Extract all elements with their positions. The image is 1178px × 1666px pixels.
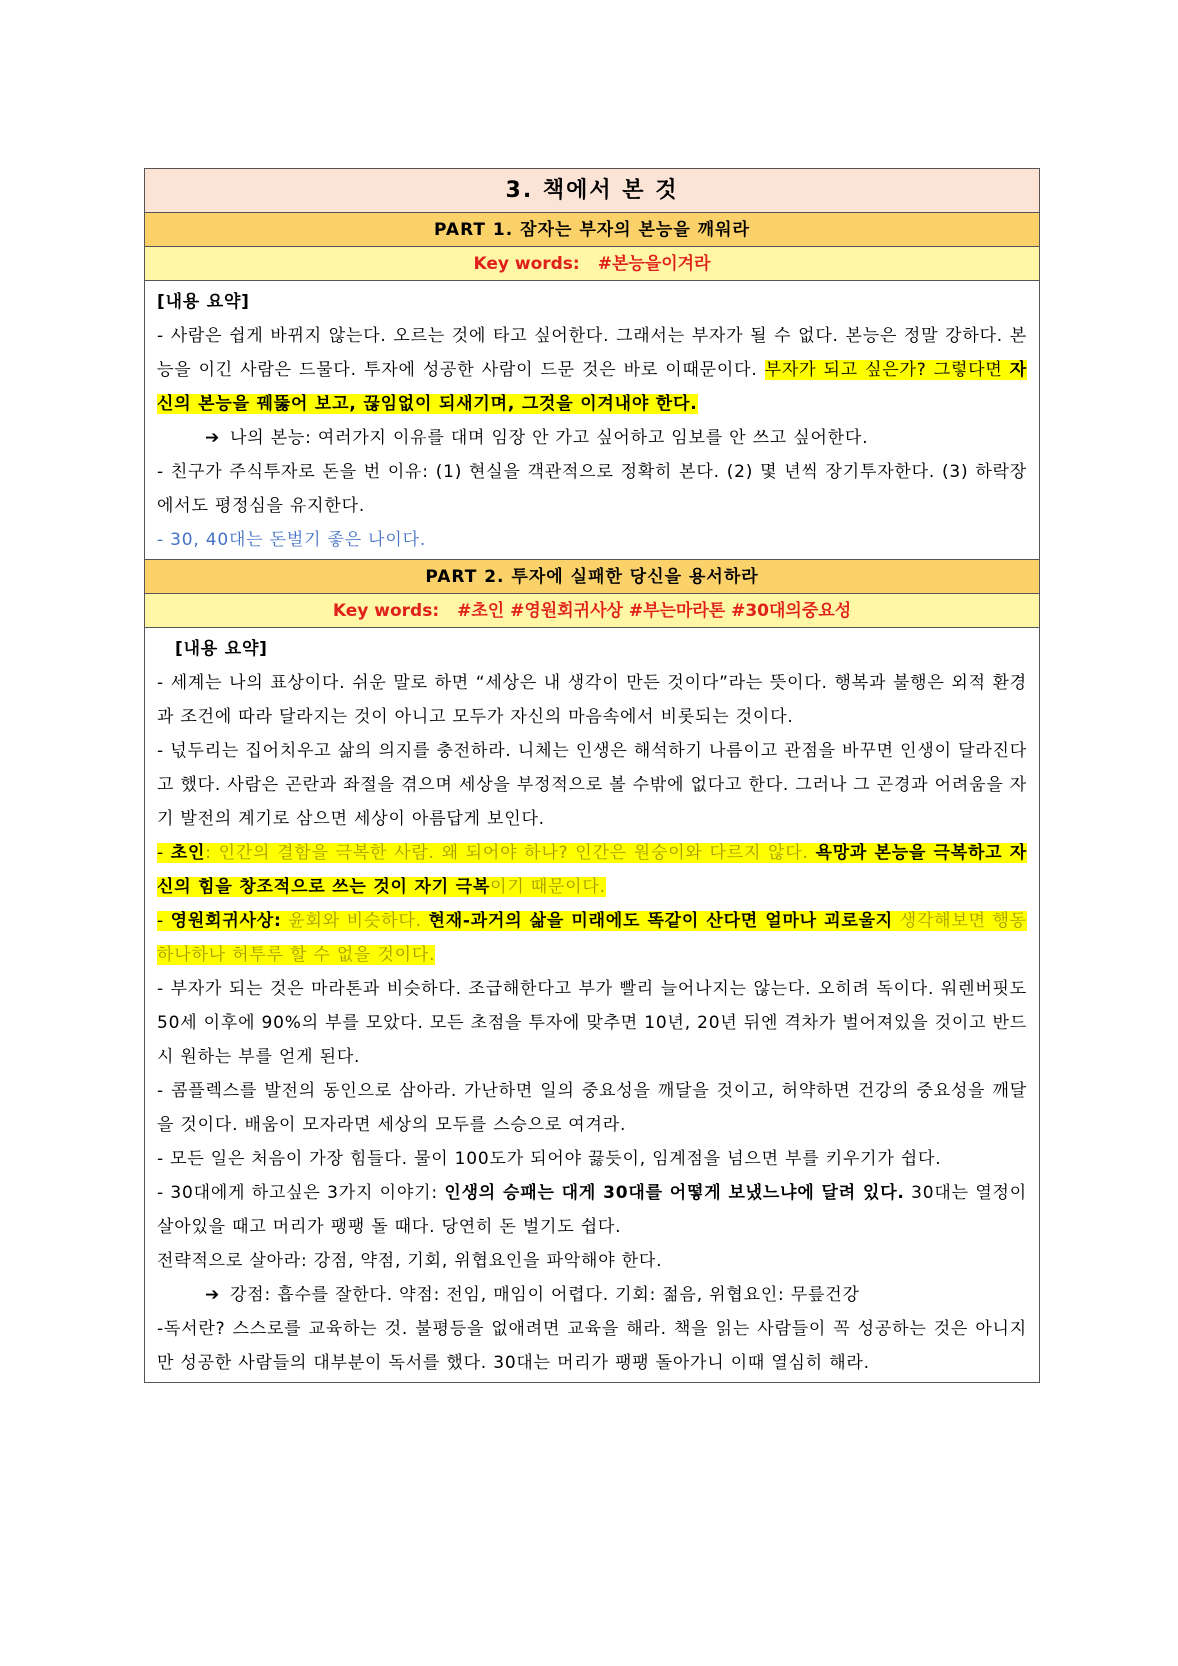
part1-content	[145, 281, 1039, 560]
part2-p3-tail: 이기 때문이다.	[490, 877, 606, 897]
part1-paragraph-3: - 친구가 주식투자로 돈을 번 이유: (1) 현실을 객관적으로 정확히 본다. (2) 몇 년씩 장기투자한다. (3) 하락장에서도 평정심을 유지한다.	[157, 462, 1027, 516]
part2-p8-bold: 인생의 승패는 대게 30대를 어떻게 보냈느냐에 달려 있다.	[444, 1183, 905, 1203]
part2-paragraph-1: - 세계는 나의 표상이다. 쉬운 말로 하면 “세상은 내 생각이 만든 것이다”라는 뜻이다. 행복과 불행은 외적 환경과 조건에 따라 달라지는 것이 아니고 모두가 자신의 마음속에서 비롯되는 것이다.	[157, 673, 1027, 727]
part2-p4-highlight	[157, 911, 1027, 965]
part2-p8-tail: 30대는 열정이 살아있을 때고 머리가 팽팽 돌 때다. 당연히 돈 벌기도 쉽다.	[157, 1183, 1027, 1237]
part2-p3-desc: : 인간의 결함을 극복한 사람. 왜 되어야 하나?	[205, 843, 576, 863]
part2-paragraph-3	[157, 836, 1027, 904]
part2-p3-highlight	[157, 843, 1027, 897]
part2-p4-olive: 생각해보면 행동 하나하나 허투루 할 수 없을 것이다.	[157, 911, 1028, 965]
part2-paragraph-4	[157, 904, 1027, 972]
part2-paragraph-9: 전략적으로 살아라: 강점, 약점, 기회, 위협요인을 파악해야 한다.	[157, 1251, 663, 1271]
part2-p4-term: 영원회귀사상:	[170, 911, 282, 931]
part2-keywords	[145, 594, 1039, 628]
part2-paragraph-10	[157, 1278, 1027, 1312]
book-notes-table	[144, 168, 1040, 1383]
part1-paragraph-2	[157, 421, 1027, 455]
part2-p3-olive: 인간은 원숭이와 다르지 않다.	[575, 843, 816, 863]
part2-p3-bold: 욕망과 본능을 극복하고 자신의 힘을 창조적으로 쓰는 것이 자기 극복	[157, 843, 1027, 897]
part1-p1-hl-text: 부자가 되고 싶은가? 그렇다면	[764, 360, 1010, 380]
part2-p3-dash: -	[157, 843, 171, 863]
part2-content	[145, 628, 1039, 1382]
part1-title: PART 1. 잠자는 부자의 본능을 깨워라	[145, 213, 1039, 247]
part2-p3-term: 초인	[170, 843, 206, 863]
part2-p10-text: 강점: 흡수를 잘한다. 약점: 전임, 매임이 어렵다. 기회: 젊음, 위협요인: 무릎건강	[230, 1285, 860, 1305]
part2-paragraph-8	[157, 1176, 1027, 1244]
part2-paragraph-6: - 콤플렉스를 발전의 동인으로 삼아라. 가난하면 일의 중요성을 깨달을 것이고, 허약하면 건강의 중요성을 깨달을 것이다. 배움이 모자라면 세상의 모두를 스승으로 여겨라.	[157, 1081, 1027, 1135]
arrow-right-icon: ➔	[205, 428, 221, 448]
part1-paragraph-1	[157, 319, 1027, 421]
section-title: 3. 책에서 본 것	[145, 169, 1039, 213]
part1-p1-hl-bold: 자신의 본능을 꿰뚫어 보고, 끊임없이 되새기며, 그것을 이겨내야 한다.	[157, 360, 1027, 414]
arrow-right-icon: ➔	[205, 1285, 221, 1305]
part2-p4-bold: 현재-과거의 삶을 미래에도 똑같이 산다면 얼마나 괴로울지	[428, 911, 894, 931]
part2-paragraph-5: - 부자가 되는 것은 마라톤과 비슷하다. 조급해한다고 부가 빨리 늘어나지는 않는다. 오히려 독이다. 워렌버핏도 50세 이후에 90%의 부를 모았다. 모든 초점을 투자에 맞추면 10년, 20년 뒤엔 격차가 벌어져있을 것이고 반드시 원하는 부를 얻게 된다.	[157, 979, 1027, 1067]
part2-title: PART 2. 투자에 실패한 당신을 용서하라	[145, 560, 1039, 594]
part2-p4-dash: -	[157, 911, 171, 931]
part1-keywords	[145, 247, 1039, 281]
part2-paragraph-11: -독서란? 스스로를 교육하는 것. 불평등을 없애려면 교육을 해라. 책을 읽는 사람들이 꼭 성공하는 것은 아니지만 성공한 사람들의 대부분이 독서를 했다. 30대는 머리가 팽팽 돌아가니 이때 열심히 해라.	[157, 1319, 1027, 1373]
part1-summary-label: [내용 요약]	[157, 292, 250, 312]
part2-p8-text: - 30대에게 하고싶은 3가지 이야기:	[157, 1183, 445, 1203]
part2-paragraph-2: - 넋두리는 집어치우고 삶의 의지를 충전하라. 니체는 인생은 해석하기 나름이고 관점을 바꾸면 인생이 달라진다고 했다. 사람은 곤란과 좌절을 겪으며 세상을 부정적으로 볼 수밖에 없다고 한다. 그러나 그 곤경과 어려움을 자기 발전의 계기로 삼으면 세상이 아름답게 보인다.	[157, 741, 1027, 829]
part2-keywords-label: Key words:	[332, 601, 440, 621]
part2-p4-mid: 윤회와 비슷하다.	[281, 911, 429, 931]
part1-p2-text: 나의 본능: 여러가지 이유를 대며 임장 안 가고 싶어하고 임보를 안 쓰고 싶어한다.	[230, 428, 869, 448]
part1-p1-text: - 사람은 쉽게 바뀌지 않는다. 오르는 것에 타고 싶어한다. 그래서는 부자가 될 수 없다. 본능은 정말 강하다. 본능을 이긴 사람은 드물다. 투자에 성공한 사람이 드문 것은 바로 이때문이다.	[157, 326, 1027, 380]
part1-paragraph-4: - 30, 40대는 돈벌기 좋은 나이다.	[157, 530, 427, 550]
part2-keywords-tags: #초인 #영원회귀사상 #부는마라톤 #30대의중요성	[457, 601, 852, 621]
part1-keywords-tags: #본능을이겨라	[597, 254, 711, 274]
part2-paragraph-7: - 모든 일은 처음이 가장 힘들다. 물이 100도가 되어야 끓듯이, 임계점을 넘으면 부를 키우기가 쉽다.	[157, 1149, 942, 1169]
part1-keywords-label: Key words:	[473, 254, 580, 274]
part2-summary-label: [내용 요약]	[175, 639, 268, 659]
